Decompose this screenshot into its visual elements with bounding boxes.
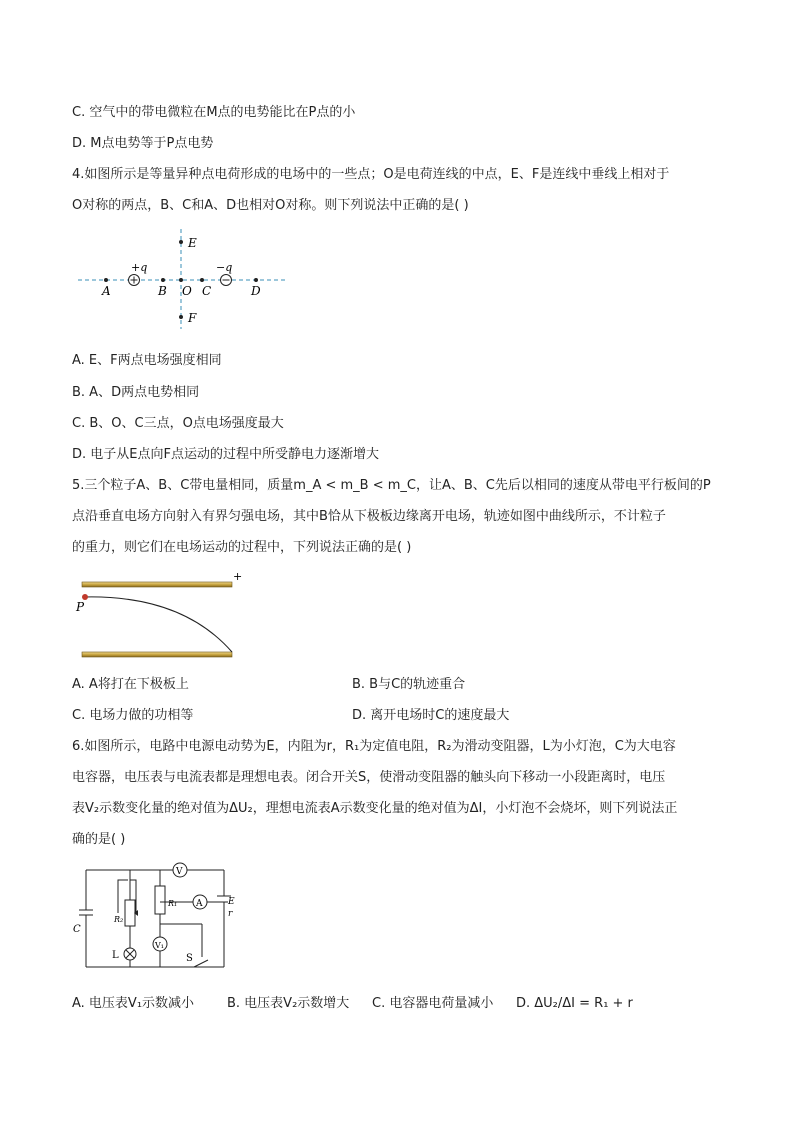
label-e: E: [188, 236, 197, 250]
q5-option-b: B. B与C的轨迹重合: [352, 677, 466, 692]
label-switch: S: [186, 953, 193, 964]
label-b: B: [158, 284, 167, 298]
label-internal-r: r: [228, 909, 233, 919]
label-neg-charge: −q: [216, 261, 233, 274]
parallel-plate-diagram: [72, 568, 252, 664]
label-p: P: [76, 600, 85, 614]
q6-option-b: B. 电压表V₂示数增大: [227, 996, 350, 1011]
label-c: C: [202, 284, 212, 298]
q6-stem-line-2: 电容器，电压表与电流表都是理想电表。闭合开关S，使滑动变阻器的触头向下移动一小段距离时，电压: [72, 770, 666, 785]
circuit-diagram: [68, 862, 243, 974]
q4-option-a: A. E、F两点电场强度相同: [72, 353, 222, 368]
q5-stem-line-2: 点沿垂直电场方向射入有界匀强电场，其中B恰从下极板边缘离开电场，轨迹如图中曲线所示，不计粒子: [72, 509, 666, 524]
q6-stem-line-1: 6.如图所示，电路中电源电动势为E，内阻为r，R₁为定值电阻，R₂为滑动变阻器，L为小灯泡，C为大电容: [72, 739, 676, 754]
q5-stem-line-3: 的重力，则它们在电场运动的过程中，下列说法正确的是( ): [72, 540, 412, 555]
label-r2: R₂: [114, 915, 124, 924]
label-plus: +: [233, 570, 243, 583]
q3-option-d: D. M点电势等于P点电势: [72, 136, 214, 151]
q5-option-c: C. 电场力做的功相等: [72, 708, 194, 723]
q5-option-a: A. A将打在下极板上: [72, 677, 189, 692]
label-f: F: [188, 311, 197, 325]
label-emf: E: [228, 897, 235, 907]
q5-option-d: D. 离开电场时C的速度最大: [352, 708, 510, 723]
label-ammeter: A: [196, 899, 203, 909]
q3-option-c: C. 空气中的带电微粒在M点的电势能比在P点的小: [72, 105, 356, 120]
q6-option-d: D. ΔU₂/ΔI = R₁ + r: [516, 996, 633, 1011]
label-lamp: L: [112, 950, 119, 961]
q4-option-b: B. A、D两点电势相同: [72, 385, 200, 400]
q4-option-c: C. B、O、C三点，O点电场强度最大: [72, 416, 284, 431]
q6-stem-line-4: 确的是( ): [72, 832, 126, 847]
label-voltmeter-v1: V₁: [155, 941, 164, 950]
q6-option-a: A. 电压表V₁示数减小: [72, 996, 195, 1011]
label-pos-charge: +q: [131, 261, 148, 274]
charge-field-diagram: [74, 225, 294, 335]
q6-option-c: C. 电容器电荷量减小: [372, 996, 494, 1011]
label-d: D: [251, 284, 261, 298]
q4-stem-line-1: 4.如图所示是等量异种点电荷形成的电场中的一些点；O是电荷连线的中点，E、F是连线中垂线上相对于: [72, 167, 670, 182]
label-r1: R₁: [168, 899, 178, 908]
label-a: A: [102, 284, 111, 298]
label-o: O: [182, 284, 192, 298]
q5-stem-line-1: 5.三个粒子A、B、C带电量相同，质量m_A < m_B < m_C，让A、B、C先后以相同的速度从带电平行板间的P: [72, 478, 711, 493]
label-voltmeter-v2: V: [176, 867, 183, 877]
q4-stem-line-2: O对称的两点，B、C和A、D也相对O对称。则下列说法中正确的是( ): [72, 198, 469, 213]
label-capacitor: C: [73, 924, 81, 935]
q6-stem-line-3: 表V₂示数变化量的绝对值为ΔU₂，理想电流表A示数变化量的绝对值为ΔI，小灯泡不会烧坏，则下列说法正: [72, 801, 678, 816]
q4-option-d: D. 电子从E点向F点运动的过程中所受静电力逐渐增大: [72, 447, 379, 462]
